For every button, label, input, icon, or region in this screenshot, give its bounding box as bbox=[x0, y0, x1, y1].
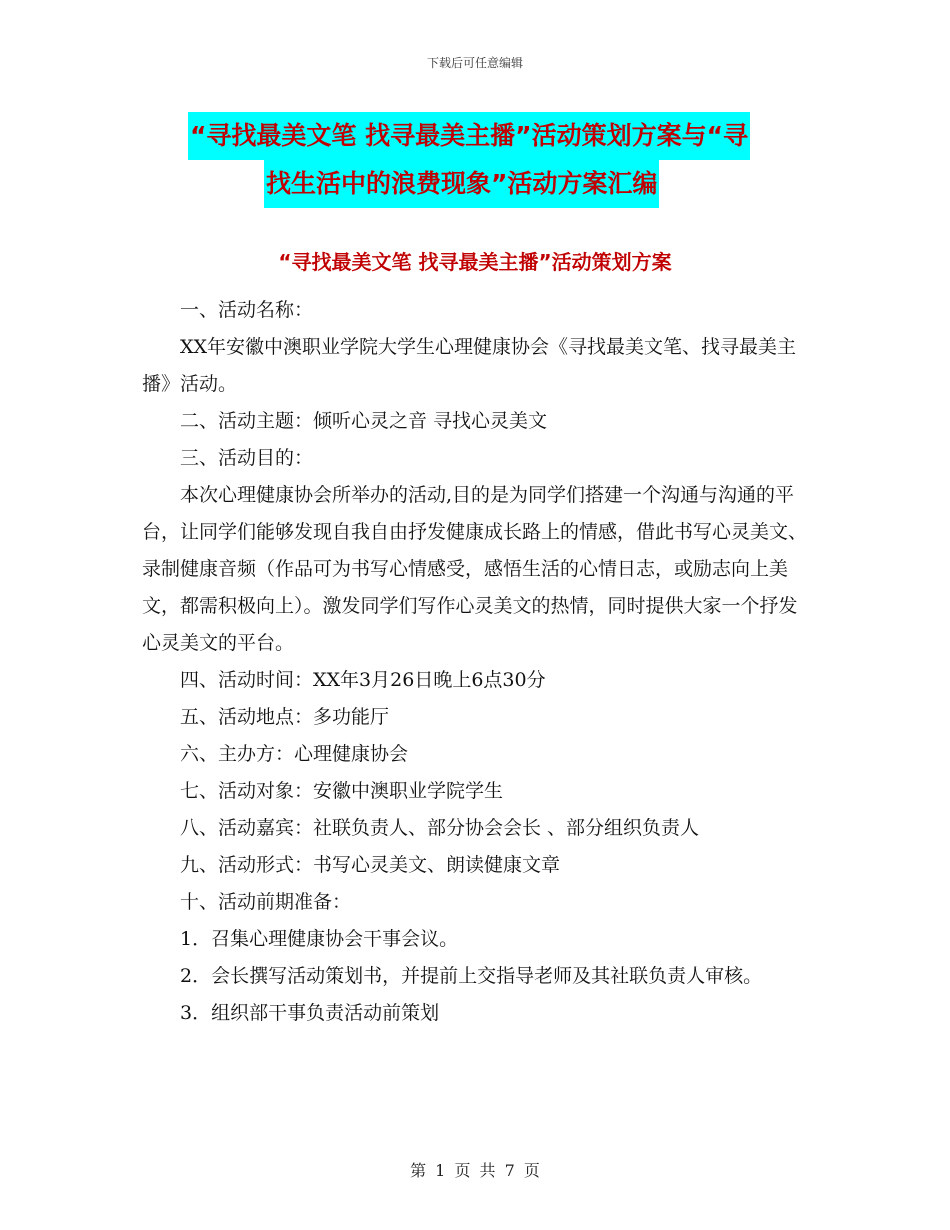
paragraph: 四、活动时间：XX年3月26日晚上6点30分 bbox=[180, 669, 546, 691]
paragraph: 六、主办方：心理健康协会 bbox=[180, 743, 409, 765]
paragraph: XX年安徽中澳职业学院大学生心理健康协会《寻找最美文笔、找寻最美主播》活动。 bbox=[142, 336, 797, 395]
paragraph: 三、活动目的： bbox=[180, 447, 314, 469]
paragraph: 十、活动前期准备： bbox=[180, 891, 352, 913]
paragraph: 二、活动主题：倾听心灵之音 寻找心灵美文 bbox=[180, 410, 548, 432]
section-title: “寻找最美文笔 找寻最美主播”活动策划方案 bbox=[278, 250, 672, 274]
page-footer: 第 1 页 共 7 页 bbox=[410, 1161, 540, 1180]
paragraph: 3．组织部干事负责活动前策划 bbox=[180, 1002, 440, 1024]
paragraph: 五、活动地点：多功能厅 bbox=[180, 706, 390, 728]
title-line-1: “寻找最美文笔 找寻最美主播”活动策划方案与“寻 bbox=[188, 112, 750, 160]
paragraph: 七、活动对象：安徽中澳职业学院学生 bbox=[180, 780, 504, 802]
header-note: 下载后可任意编辑 bbox=[426, 56, 523, 70]
paragraph: 1．召集心理健康协会干事会议。 bbox=[180, 928, 459, 950]
paragraph: 一、活动名称： bbox=[180, 299, 314, 321]
paragraph: 八、活动嘉宾：社联负责人、部分协会会长 、部分组织负责人 bbox=[180, 817, 700, 839]
title-line-2: 找生活中的浪费现象”活动方案汇编 bbox=[264, 160, 659, 208]
paragraph: 本次心理健康协会所举办的活动,目的是为同学们搭建一个沟通与沟通的平台，让同学们能够发现自我自由抒发健康成长路上的情感，借此书写心灵美文、录制健康音频（作品可为书写心情感受，感悟生活的心情日志，或励志向上美文，都需积极向上）。激发同学们写作心灵美文的热情，同时提供大家一个抒发心灵美文的平台。 bbox=[142, 484, 808, 654]
paragraph: 2．会长撰写活动策划书，并提前上交指导老师及其社联负责人审核。 bbox=[180, 965, 763, 987]
document-title bbox=[188, 112, 808, 208]
paragraph: 九、活动形式：书写心灵美文、朗读健康文章 bbox=[180, 854, 561, 876]
document-body bbox=[142, 292, 810, 1032]
